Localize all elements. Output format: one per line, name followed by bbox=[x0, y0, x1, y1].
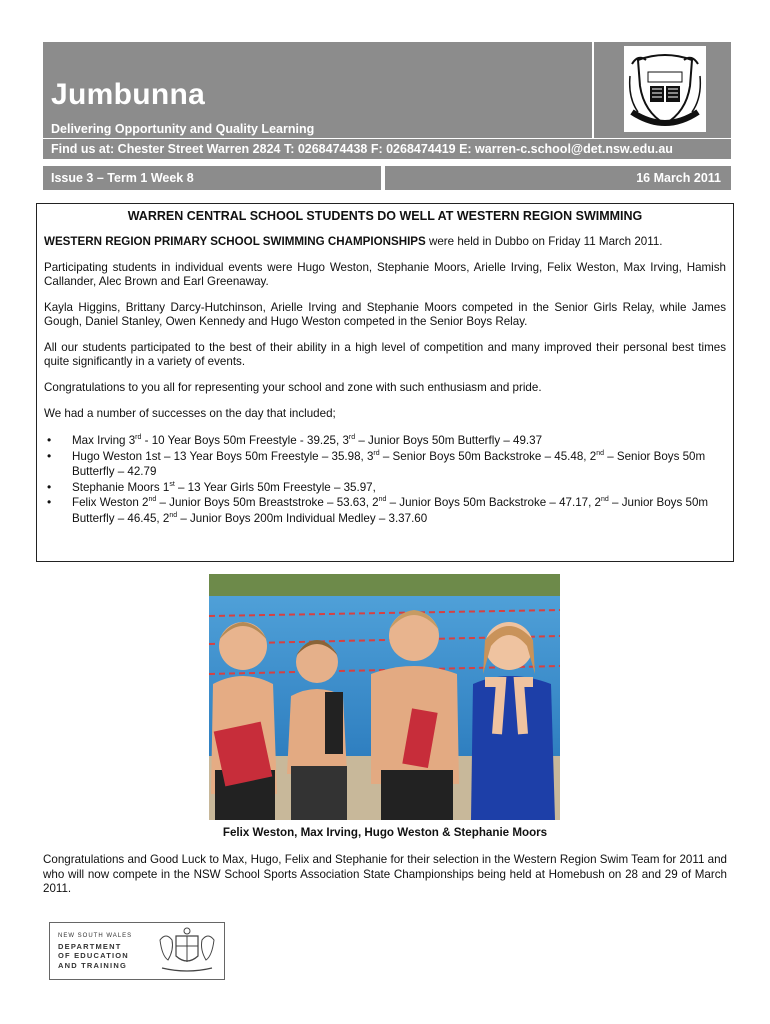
article-paragraph-2: Participating students in individual events were Hugo Weston, Stephanie Moors, Arielle Irving, Felix Weston, Max Irving, Hamish Callander, Alec Brown and Earl Greenaway. bbox=[44, 261, 726, 288]
swimmers-photo bbox=[209, 574, 560, 820]
paragraph-text: were held in Dubbo on Friday 11 March 2011. bbox=[425, 235, 663, 248]
logo-line: DEPARTMENT bbox=[58, 941, 122, 951]
issue-label: Issue 3 – Term 1 Week 8 bbox=[43, 166, 381, 190]
closing-paragraph: Congratulations and Good Luck to Max, Hugo, Felix and Stephanie for their selection in the Western Region Swim Team for 2011 and who will now compete in the NSW School Sports Association State Championships being held at Homebush on 28 and 29 of March 2011. bbox=[43, 853, 727, 895]
result-item: • Max Irving 3rd - 10 Year Boys 50m Freestyle - 39.25, 3rd – Junior Boys 50m Butterfly – 49.37 bbox=[44, 433, 726, 449]
newsletter-title: Jumbunna bbox=[51, 78, 206, 111]
nsw-department-logo bbox=[49, 922, 225, 980]
article-box bbox=[36, 203, 734, 562]
article-paragraph-1 bbox=[44, 235, 726, 249]
result-item: • Hugo Weston 1st – 13 Year Boys 50m Freestyle – 35.98, 3rd – Senior Boys 50m Backstroke – 45.48, 2nd – Senior Boys 50m Butterfly – 42.79 bbox=[44, 449, 726, 480]
results-list bbox=[44, 433, 726, 526]
tagline: Delivering Opportunity and Quality Learning bbox=[51, 122, 315, 136]
result-item: • Felix Weston 2nd – Junior Boys 50m Breaststroke – 53.63, 2nd – Junior Boys 50m Backstroke – 47.17, 2nd – Junior Boys 50m Butterfly – 46.45, 2nd – Junior Boys 200m Individual Medley – 3.37.60 bbox=[44, 495, 726, 526]
photo-caption: Felix Weston, Max Irving, Hugo Weston & Stephanie Moors bbox=[222, 826, 548, 839]
article-paragraph-4: All our students participated to the best of their ability in a high level of competition and many improved their personal best times quite significantly in a variety of events. bbox=[44, 341, 726, 368]
article-paragraph-6: We had a number of successes on the day that included; bbox=[44, 407, 336, 420]
logo-line: NEW SOUTH WALES bbox=[58, 933, 133, 939]
issue-bar bbox=[43, 166, 731, 190]
article-paragraph-5: Congratulations to you all for representing your school and zone with such enthusiasm and pride. bbox=[44, 381, 542, 394]
department-name bbox=[58, 932, 132, 970]
logo-line: OF EDUCATION bbox=[58, 951, 129, 961]
issue-date: 16 March 2011 bbox=[385, 166, 731, 190]
logo-line: AND TRAINING bbox=[58, 960, 127, 970]
school-crest-logo bbox=[624, 46, 706, 132]
result-item: • Stephanie Moors 1st – 13 Year Girls 50m Freestyle – 35.97, bbox=[44, 480, 726, 496]
championship-name: WESTERN REGION PRIMARY SCHOOL SWIMMING CHAMPIONSHIPS bbox=[44, 235, 426, 248]
article-paragraph-3: Kayla Higgins, Brittany Darcy-Hutchinson, Arielle Irving and Stephanie Moors competed in the Senior Girls Relay, while James Gough, Daniel Stanley, Owen Kennedy and Hugo Weston competed in the Senior Boys Relay. bbox=[44, 301, 726, 328]
school-crest-panel bbox=[592, 42, 731, 138]
nsw-coat-of-arms-icon bbox=[154, 926, 220, 976]
article-headline: WARREN CENTRAL SCHOOL STUDENTS DO WELL AT WESTERN REGION SWIMMING bbox=[127, 209, 643, 223]
contact-line: Find us at: Chester Street Warren 2824 T: 0268474438 F: 0268474419 E: warren-c.school@det.nsw.edu.au bbox=[43, 138, 731, 158]
masthead bbox=[43, 42, 731, 159]
